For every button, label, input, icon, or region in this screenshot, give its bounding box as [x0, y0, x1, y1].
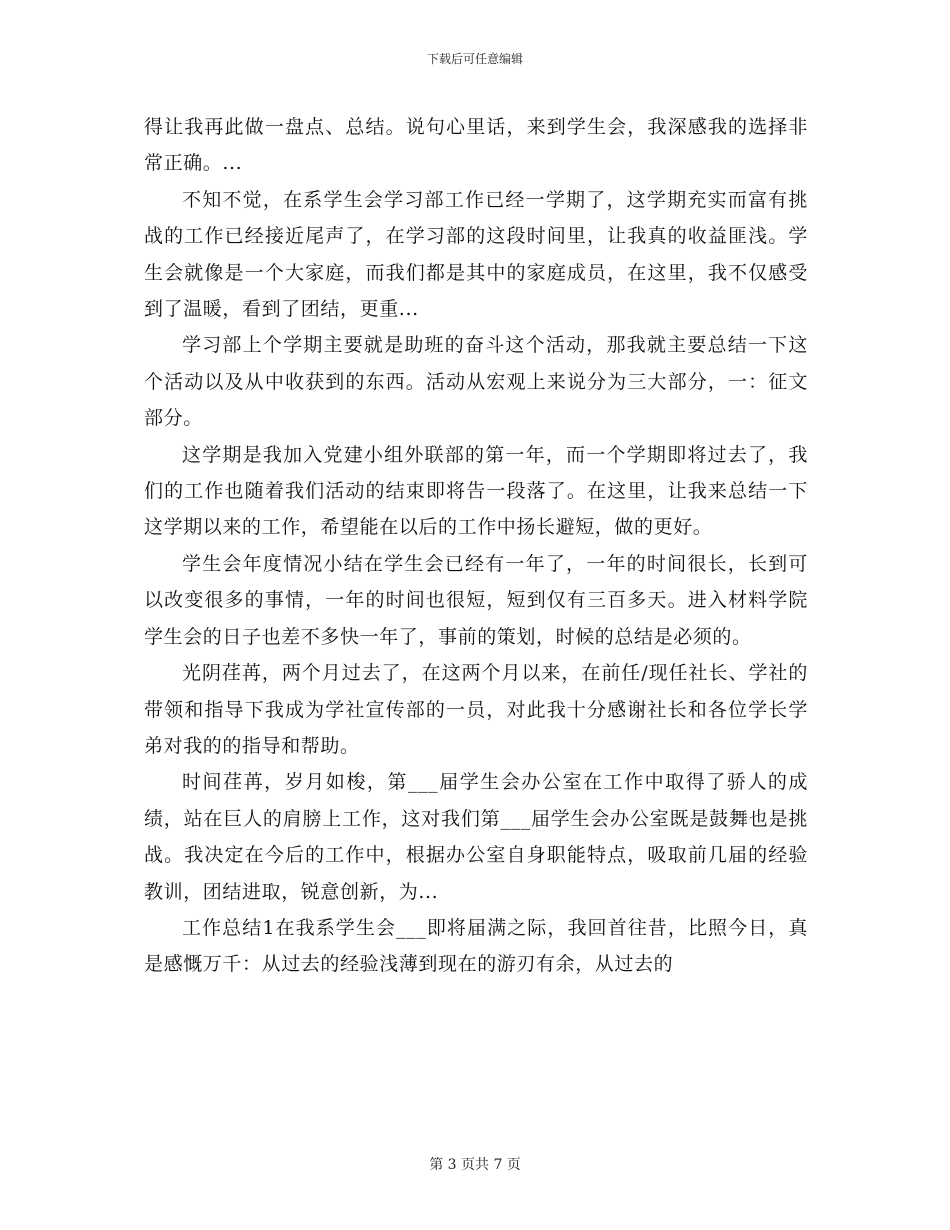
page-header: 下载后可任意编辑: [426, 52, 523, 66]
document-body: [144, 109, 808, 983]
paragraph: 这学期是我加入党建小组外联部的第一年，而一个学期即将过去了，我们的工作也随着我们活动的结束即将告一段落了。在这里，让我来总结一下这学期以来的工作，希望能在以后的工作中扬长避短，做的更好。: [144, 443, 808, 539]
paragraph: 工作总结1在我系学生会___即将届满之际，我回首往昔，比照今日，真是感慨万千：从过去的经验浅薄到现在的游刃有余，从过去的: [144, 916, 808, 976]
paragraph: 时间荏苒，岁月如梭，第___届学生会办公室在工作中取得了骄人的成绩，站在巨人的肩膀上工作，这对我们第___届学生会办公室既是鼓舞也是挑战。我决定在今后的工作中，根据办公室自身职能特点，吸取前几届的经验教训，团结进取，锐意创新，为...: [144, 771, 808, 903]
page-number: 第 3 页共 7 页: [429, 1157, 521, 1173]
paragraph: 光阴荏苒，两个月过去了，在这两个月以来，在前任/现任社长、学社的带领和指导下我成为学社宣传部的一员，对此我十分感谢社长和各位学长学弟对我的的指导和帮助。: [144, 662, 808, 757]
paragraph-continuation: 得让我再此做一盘点、总结。说句心里话，来到学生会，我深感我的选择非常正确。...: [144, 116, 808, 175]
paragraph: 学习部上个学期主要就是助班的奋斗这个活动，那我就主要总结一下这个活动以及从中收获到的东西。活动从宏观上来说分为三大部分，一：征文部分。: [144, 334, 808, 430]
paragraph: 学生会年度情况小结在学生会已经有一年了，一年的时间很长，长到可以改变很多的事情，一年的时间也很短，短到仅有三百多天。进入材料学院学生会的日子也差不多快一年了，事前的策划，时候的总结是必须的。: [144, 552, 808, 648]
paragraph: 不知不觉，在系学生会学习部工作已经一学期了，这学期充实而富有挑战的工作已经接近尾声了，在学习部的这段时间里，让我真的收益匪浅。学生会就像是一个大家庭，而我们都是其中的家庭成员，在这里，我不仅感受到了温暖，看到了团结，更重...: [144, 188, 808, 321]
